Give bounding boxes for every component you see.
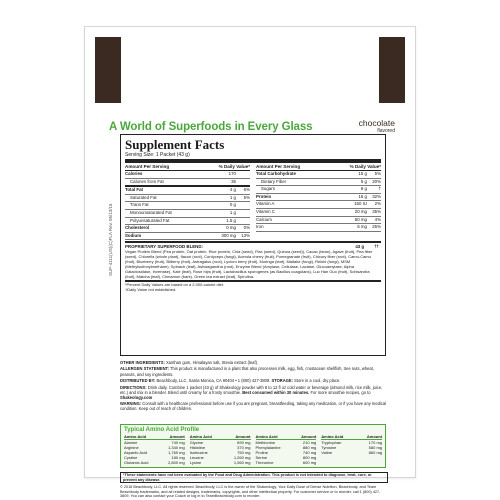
supplement-facts-panel [120, 134, 386, 356]
nutrient-name: Calories from Fat [130, 178, 164, 184]
side-code: SUP-4111(US)(C)FLA Rev. 06/13/16 [108, 203, 113, 276]
nutrient-name: Dietary Fiber [261, 178, 287, 184]
amino-column [256, 434, 317, 465]
nutrient-dv [236, 179, 250, 186]
proprietary-blend [125, 241, 381, 282]
amino-acid: Cystine [124, 455, 138, 460]
nutrient-amount: 5 g [360, 178, 367, 184]
nutrient-dv: † [378, 186, 381, 192]
amino-amount: 2,800 mg [168, 460, 185, 465]
amino-acid: Leucine [189, 455, 204, 460]
amino-amount: 370 mg [237, 445, 251, 450]
amino-amount: 860 mg [368, 450, 382, 455]
nutrient-amount: 5 mg [357, 224, 367, 230]
nutrient-name: Polyunsaturated Fat [130, 217, 170, 223]
copyright: © 2016 Beachbody, LLC. All rights reserved. Beachbody, LLC is the owner of the Shakeology, Your Daily Dose of Dense Nutrition, Beachbody, and Team Beachbody trademarks, and all related designs, trademarks, copyrights, and other intellectual property. For customer service or to reorder, call 1 (800) 427-3809. You can also contact your Coach or log in to TeamBeachbody.com to reorder. [120, 485, 381, 499]
best-consumed: Best consumed within 30 minutes. [241, 389, 310, 395]
amino-acid: Tryptophan [321, 440, 342, 445]
nutrient-amount: 16 g [358, 193, 367, 199]
blend-dv: †† [374, 244, 379, 250]
amino-row [256, 460, 317, 465]
amino-acid: Aspartic Acid [124, 450, 148, 455]
nutrient-dv [236, 202, 250, 209]
distributed-by [120, 378, 388, 383]
storage-label: STORAGE: [271, 378, 294, 384]
nutrient-amount: 1 g [229, 194, 236, 200]
nutrient-row [125, 171, 250, 179]
directions-text: Drink daily. Combine 1 packet (43 g) of Shakeology powder with 8 to 12 fl oz cold water or beverage (almond milk, rice milk, juice, etc.) and mix in a blender. Blend until creamy for a frosty smoothie. [120, 384, 383, 395]
nutrient-name: Monounsaturated Fat [130, 209, 172, 215]
amino-acid: Methionine [255, 440, 276, 445]
amino-column [124, 434, 185, 465]
nutrient-dv: 0% [243, 225, 250, 231]
headline: A World of Superfoods in Every Glass [109, 121, 313, 133]
amino-acid: Isoleucine [189, 450, 208, 455]
header-dv: % Daily Value* [218, 164, 250, 169]
header-amount: Amount Per Serving [125, 164, 170, 169]
flavor-sub: flavored [377, 128, 395, 134]
blend-name: PROPRIETARY SUPERFOOD BLEND: [125, 244, 203, 250]
directions-label: DIRECTIONS: [120, 384, 147, 390]
nutrient-name: Vitamin C [256, 208, 275, 214]
amino-header-amount: Amount [169, 434, 185, 439]
nutrient-amount: 170 [228, 171, 236, 176]
nutrient-row [125, 179, 250, 188]
allergen-text: This product is manufactured in a plant that also processes milk, egg, fish, crustacean shellfish, tree nuts, wheat, peanuts, and soy ingredients. [120, 366, 374, 377]
product-info [120, 360, 388, 413]
footnote [120, 472, 388, 499]
nutrient-dv: 32% [372, 193, 381, 199]
amino-header-amount: Amount [301, 434, 317, 439]
nutrient-amount: 1 g [229, 209, 236, 215]
amino-acid: Glycine [189, 440, 204, 445]
distributed-label: DISTRIBUTED BY: [120, 378, 156, 384]
other-label: OTHER INGREDIENTS: [120, 360, 165, 365]
amino-title: Typical Amino Acid Profile [124, 427, 200, 433]
amino-amount: 750 mg [237, 450, 251, 455]
amino-acid: Glutamic Acid [124, 460, 149, 465]
nutrient-dv: 35% [372, 208, 381, 214]
facts-right-column [256, 164, 381, 240]
other-ingredients [120, 360, 388, 365]
distributed-text: Beachbody, LLC, Santa Monica, CA 90404 • 1 (800) 427-3809. [155, 378, 271, 384]
nutrient-amount: 15 g [358, 171, 367, 176]
nutrient-amount: 0 mg [226, 225, 236, 231]
allergen-statement [120, 366, 388, 376]
nutrient-amount: 20 mg [354, 208, 367, 214]
amino-acid: Histidine [189, 445, 206, 450]
nutrient-dv: 13% [241, 232, 250, 238]
blend-ingredients: Vegan Protein Blend (Pea protein, Oat protein, Rice protein, Chia (seed), Flax (seed), Quinoa (seed)), Cacao (bean), Agave (fruit), Pea fiber (seed), Chlorella (whole plant), flacon (root), Cordyceps (fungi), Acerola cherry (fruit), Pomegranate (fruit), Chicory fiber (root), Camu-Camu (fruit), Blueberry (fruit), Bilberry (fruit), Astragalus (root), Lycium berry (fruit), Moringa (leaf), Maitake (fungi), Reishi (fungi), MSM (Methylsulfonylmethane), Spinach (leaf), Ashwagandha (root), Enzyme Blend (Amylase, Cellulase, Lactase, Glucoamylase, Alpha Galactosidase, Invertase), Kale (leaf), Rose hips (fruit), Lactobacillus sporogenes (as Bacillus coagulans), Luo Han Guo (fruit), Schisandra (fruit), Matcha (leaf), Cinnamon (bark), Green tea extract (leaf), Spirulina. [125, 249, 381, 282]
amino-row [124, 460, 185, 465]
nutrient-name: Vitamin A [256, 201, 275, 207]
amino-acid: Tyrosine [321, 445, 337, 450]
facts-title: Supplement Facts [125, 137, 225, 152]
note-dagger: †Daily Value not established. [125, 287, 177, 293]
nutrient-name: Iron [256, 224, 264, 230]
nutrient-amount: 0 g [229, 202, 236, 208]
amino-header-acid: Amino Acid [255, 434, 278, 439]
nutrient-row [256, 194, 381, 202]
flavor-name: chocolate [358, 118, 395, 128]
nutrient-name: Sugars [261, 186, 275, 192]
packet-tab-right [379, 37, 405, 103]
nutrient-dv: 25% [372, 224, 381, 230]
amino-acid: Proline [255, 450, 268, 455]
header-amount: Amount Per Serving [256, 164, 301, 169]
blend-amount: 43 g [355, 244, 365, 250]
amino-amount: 690 mg [237, 440, 251, 445]
recipes-text: For more smoothie recipes, go to [309, 389, 371, 395]
nutrient-row [125, 233, 250, 241]
nutrient-amount: 50 mg [354, 216, 367, 222]
amino-header-acid: Amino Acid [321, 434, 344, 439]
recipes-link[interactable]: Shakeology.com [120, 394, 153, 400]
serving-size: Serving Size: 1 Packet (43 g) [125, 152, 381, 163]
nutrient-row [256, 179, 381, 187]
nutrient-name: Total Fat [125, 187, 143, 193]
amino-header-amount: Amount [366, 434, 382, 439]
warning [120, 401, 388, 411]
nutrient-dv: 2% [374, 201, 381, 207]
amino-acid-profile [120, 424, 386, 468]
nutrient-amount: 150 IU [354, 201, 367, 207]
amino-acid: Alanine [124, 440, 138, 445]
warning-text: Consult with a healthcare professional before use if you are pregnant, breastfeeding, taking any medication, or if you have any medical condition. Keep out of reach of children. [120, 401, 387, 412]
amino-amount: 210 mg [302, 440, 317, 445]
amino-amount: 740 mg [302, 450, 317, 455]
amino-amount: 800 mg [302, 455, 317, 460]
amino-amount: 880 mg [302, 445, 317, 450]
nutrient-dv: 20% [372, 178, 381, 184]
nutrient-name: Protein [256, 193, 272, 199]
facts-header [256, 164, 381, 171]
amino-amount: 740 mg [171, 440, 185, 445]
other-text: Xanthan gum, Himalayan salt, Stevia extract (leaf). [164, 360, 259, 365]
nutrient-amount: 300 mg [221, 232, 236, 238]
nutrient-row [256, 217, 381, 225]
amino-acid: Phenylalanine [255, 445, 281, 450]
amino-acid: Valine [321, 450, 333, 455]
nutrient-amount: 1.5 g [226, 217, 236, 223]
allergen-label: ALLERGEN STATEMENT: [120, 366, 169, 372]
nutrient-row [256, 209, 381, 217]
amino-amount: 180 mg [171, 455, 185, 460]
nutrient-row [256, 201, 381, 209]
amino-grid [124, 434, 382, 465]
directions [120, 385, 388, 400]
nutrient-row [256, 186, 381, 194]
nutrient-dv [236, 210, 250, 217]
amino-amount: 1,340 mg [168, 445, 185, 450]
amino-amount: 580 mg [368, 445, 382, 450]
header-dv: % Daily Value* [349, 164, 381, 169]
nutrient-row [125, 202, 250, 210]
amino-row [321, 450, 382, 455]
nutrient-row [125, 225, 250, 233]
nutrient-name: Total Carbohydrate [256, 171, 296, 176]
flavor-label [359, 119, 395, 135]
facts-left-column [125, 164, 250, 240]
nutrient-row [125, 218, 250, 226]
nutrient-dv: 5% [374, 171, 381, 176]
amino-header-acid: Amino Acid [124, 434, 147, 439]
amino-acid: Arginine [124, 445, 139, 450]
amino-row [190, 460, 251, 465]
nutrient-dv: 5% [243, 194, 250, 200]
nutrient-row [256, 224, 381, 232]
amino-column [321, 434, 382, 465]
amino-acid: Threonine [255, 460, 274, 465]
nutrient-name: Cholesterol [125, 225, 150, 231]
nutrient-dv: 6% [243, 187, 250, 193]
nutrient-name: Calcium [256, 216, 272, 222]
facts-columns [125, 164, 381, 240]
nutrient-amount: 8 g [360, 186, 367, 192]
fda-disclaimer: *These statements have not been evaluated by the Food and Drug Administration. This product is not intended to diagnose, treat, cure, or prevent any disease. [120, 472, 388, 483]
storage-text: Store in a cool, dry place. [293, 378, 341, 384]
note-daily-value: *Percent Daily Values are based on a 2,000-calorie diet. [125, 282, 225, 288]
warning-label: WARNING: [120, 401, 142, 407]
nutrient-amount: 4 g [229, 187, 236, 193]
nutrient-name: Sodium [125, 232, 142, 238]
facts-right-rows [256, 171, 381, 232]
amino-column [190, 434, 251, 465]
packet-tab-left [95, 37, 121, 103]
amino-header-acid: Amino Acid [189, 434, 212, 439]
nutrient-dv [236, 218, 250, 225]
amino-amount: 600 mg [302, 460, 317, 465]
nutrient-dv [236, 171, 250, 178]
amino-acid: Serine [255, 455, 268, 460]
amino-header-amount: Amount [235, 434, 251, 439]
nutrient-row [256, 171, 381, 179]
amino-amount: 1,760 mg [168, 450, 185, 455]
nutrient-row [125, 187, 250, 195]
nutrient-name: Saturated Fat [130, 194, 157, 200]
nutrient-amount: 35 [231, 178, 236, 184]
nutrient-name: Calories [125, 171, 143, 176]
nutrient-row [125, 210, 250, 218]
nutrient-name: Trans Fat [130, 202, 149, 208]
facts-left-rows [125, 171, 250, 240]
amino-acid: Lysine [189, 460, 202, 465]
nutrient-row [125, 195, 250, 203]
amino-amount: 170 mg [368, 440, 382, 445]
amino-amount: 1,260 mg [233, 455, 251, 460]
nutrient-dv: 4% [374, 216, 381, 222]
facts-header [125, 164, 250, 171]
amino-amount: 1,060 mg [233, 460, 251, 465]
